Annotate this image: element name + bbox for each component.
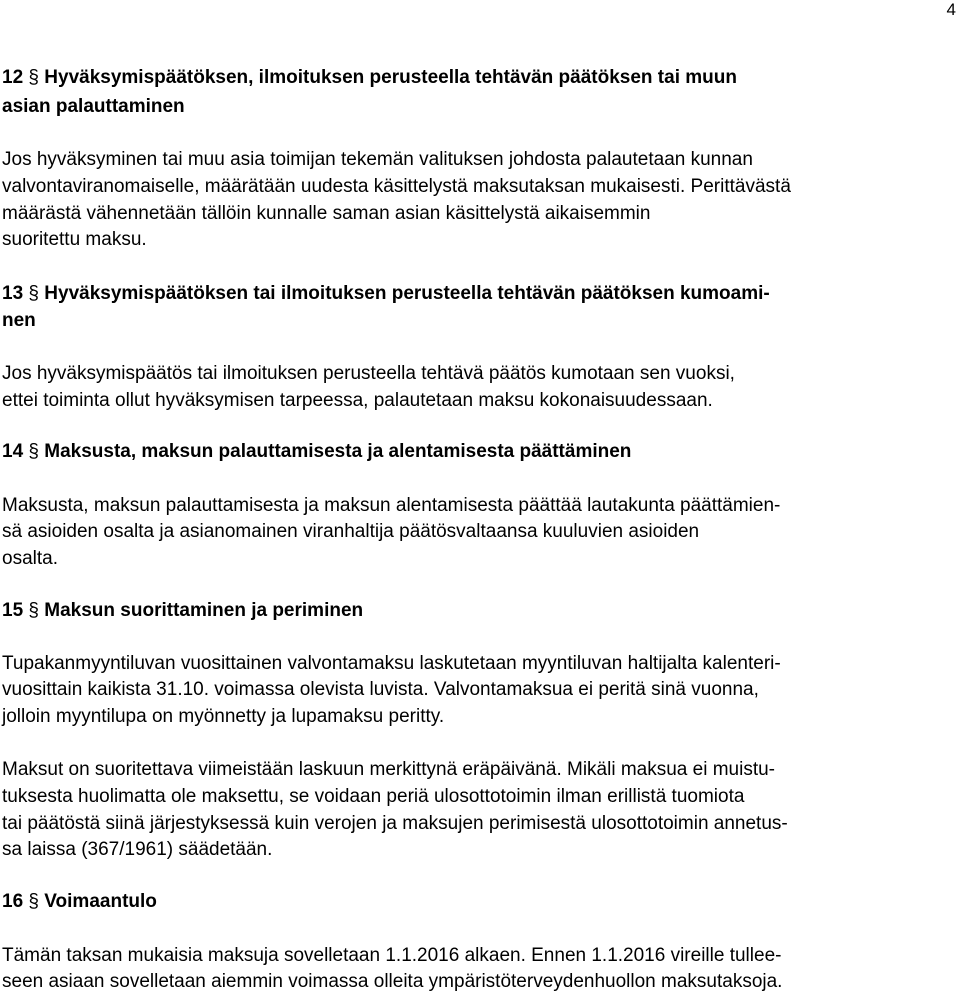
section-sign: § xyxy=(28,891,39,912)
section-14-heading xyxy=(2,440,631,464)
section-16-paragraph-line: Tämän taksan mukaisia maksuja sovelletaan 1.1.2016 alkaen. Ennen 1.1.2016 vireille tullee- xyxy=(2,945,782,966)
section-number: 13 xyxy=(2,283,24,304)
section-15-paragraph-line: tuksesta huolimatta ole maksettu, se voidaan periä ulosottotoimin ilman erillistä tuomiota xyxy=(2,786,745,807)
section-12-paragraph-line: valvontaviranomaiselle, määrätään uudesta käsittelystä maksutaksan mukaisesti. Perittävästä xyxy=(2,176,791,197)
section-15-paragraph-line: tai päätöstä siinä järjestyksessä kuin verojen ja maksujen perimisestä ulosottotoimin annetus- xyxy=(2,813,788,834)
section-12-heading xyxy=(2,66,737,90)
section-12-paragraph-line: suoritettu maksu. xyxy=(2,229,147,250)
heading-text: Maksusta, maksun palauttamisesta ja alentamisesta päättäminen xyxy=(44,441,632,462)
section-12-paragraph-line: määrästä vähennetään tällöin kunnalle saman asian käsittelystä aikaisemmin xyxy=(2,203,651,224)
section-13-paragraph-line: Jos hyväksymispäätös tai ilmoituksen perusteella tehtävä päätös kumotaan sen vuoksi, xyxy=(2,363,735,384)
section-12-heading-line-2: asian palauttaminen xyxy=(2,96,185,117)
section-12-paragraph-line: Jos hyväksyminen tai muu asia toimijan tekemän valituksen johdosta palautetaan kunnan xyxy=(2,149,753,170)
section-number: 15 xyxy=(2,600,24,621)
section-sign: § xyxy=(28,67,39,88)
section-15-paragraph-line: jolloin myyntilupa on myönnetty ja lupamaksu peritty. xyxy=(2,706,445,727)
section-15-paragraph-line: Tupakanmyyntiluvan vuosittainen valvontamaksu laskutetaan myyntiluvan haltijalta kalenteri- xyxy=(2,653,781,674)
section-sign: § xyxy=(28,283,39,304)
section-15-heading xyxy=(2,599,363,623)
section-sign: § xyxy=(28,441,39,462)
section-16-paragraph-line: seen asiaan sovelletaan aiemmin voimassa olleita ympäristöterveydenhuollon maksutaksoja. xyxy=(2,971,783,992)
section-14-paragraph-line: Maksusta, maksun palauttamisesta ja maksun alentamisesta päättää lautakunta päättämien- xyxy=(2,495,781,516)
heading-text: Voimaantulo xyxy=(44,891,157,912)
heading-text: Maksun suorittaminen ja periminen xyxy=(44,600,364,621)
heading-text: Hyväksymispäätöksen, ilmoituksen perusteella tehtävän päätöksen tai muun xyxy=(44,67,737,88)
section-16-heading xyxy=(2,890,157,914)
section-sign: § xyxy=(28,600,39,621)
section-15-paragraph-line: sa laissa (367/1961) säädetään. xyxy=(2,839,273,860)
section-13-paragraph-line: ettei toiminta ollut hyväksymisen tarpeessa, palautetaan maksu kokonaisuudessaan. xyxy=(2,390,713,411)
section-14-paragraph-line: osalta. xyxy=(2,548,58,569)
section-15-paragraph-line: Maksut on suoritettava viimeistään laskuun merkittynä eräpäivänä. Mikäli maksua ei muistu- xyxy=(2,759,775,780)
section-14-paragraph-line: sä asioiden osalta ja asianomainen viranhaltija päätösvaltaansa kuuluvien asioiden xyxy=(2,521,700,542)
section-number: 16 xyxy=(2,891,24,912)
section-13-heading-line-2: nen xyxy=(2,310,36,331)
heading-text: Hyväksymispäätöksen tai ilmoituksen perusteella tehtävän päätöksen kumoami- xyxy=(44,283,770,304)
section-13-heading xyxy=(2,282,770,306)
page-number: 4 xyxy=(946,0,956,19)
section-number: 14 xyxy=(2,441,24,462)
section-15-paragraph-line: vuosittain kaikista 31.10. voimassa olevista luvista. Valvontamaksua ei peritä sinä vuonna, xyxy=(2,679,759,700)
section-number: 12 xyxy=(2,67,24,88)
